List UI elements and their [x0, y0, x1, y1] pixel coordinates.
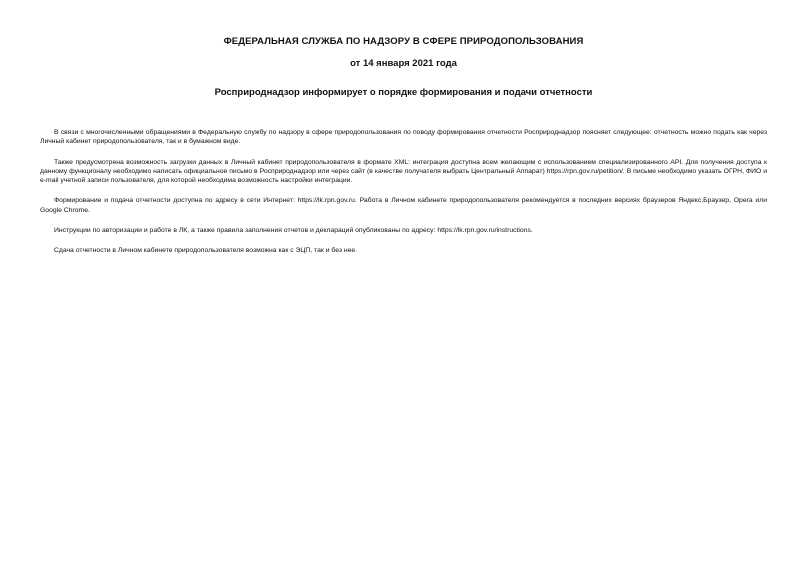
paragraph-reporting-methods: В связи с многочисленными обращениями в Федеральную службу по надзору в сфере природопользования по поводу формирования отчетности Росприроднадзор поясняет следующее: отчетность можно подать как через Личный кабинет природопользователя, так и в бумажном виде.	[40, 129, 767, 146]
paragraph-online-access: Формирование и подача отчетности доступна по адресу в сети Интернет: https://lk.rpn.gov.ru. Работа в Личном кабинете природопользователя рекомендуется в последних версиях браузеров Яндекс.Браузер, Opera или Google Chrome.	[40, 197, 767, 214]
document-date: от 14 января 2021 года	[350, 58, 457, 69]
paragraph-instructions: Инструкции по авторизации и работе в ЛК, а также правила заполнения отчетов и деклараций опубликованы по адресу: https://lk.rpn.gov.ru/instructions.	[54, 227, 533, 235]
paragraph-signature: Сдача отчетности в Личном кабинете природопользователя возможна как с ЭЦП, так и без нее.	[54, 247, 358, 255]
document-body	[40, 128, 767, 267]
document-title: Росприроднадзор информирует о порядке формирования и подачи отчетности	[214, 87, 593, 98]
agency-name: ФЕДЕРАЛЬНАЯ СЛУЖБА ПО НАДЗОРУ В СФЕРЕ ПРИРОДОПОЛЬЗОВАНИЯ	[223, 36, 584, 47]
paragraph-xml-integration: Также предусмотрена возможность загрузки данных в Личный кабинет природопользователя в формате XML: интеграция доступна всем желающим с использованием специализированного API. Для получения доступа к данному функционалу необходимо написать официальное письмо в Росприроднадзор или через сайт (в качестве получателя выбрать Центральный Аппарат) https://rpn.gov.ru/petition/. В письме необходимо указать ОГРН, ФИО и e-mail учетной записи пользователя, для которой необходима возможность настройки интеграции.	[40, 158, 767, 185]
